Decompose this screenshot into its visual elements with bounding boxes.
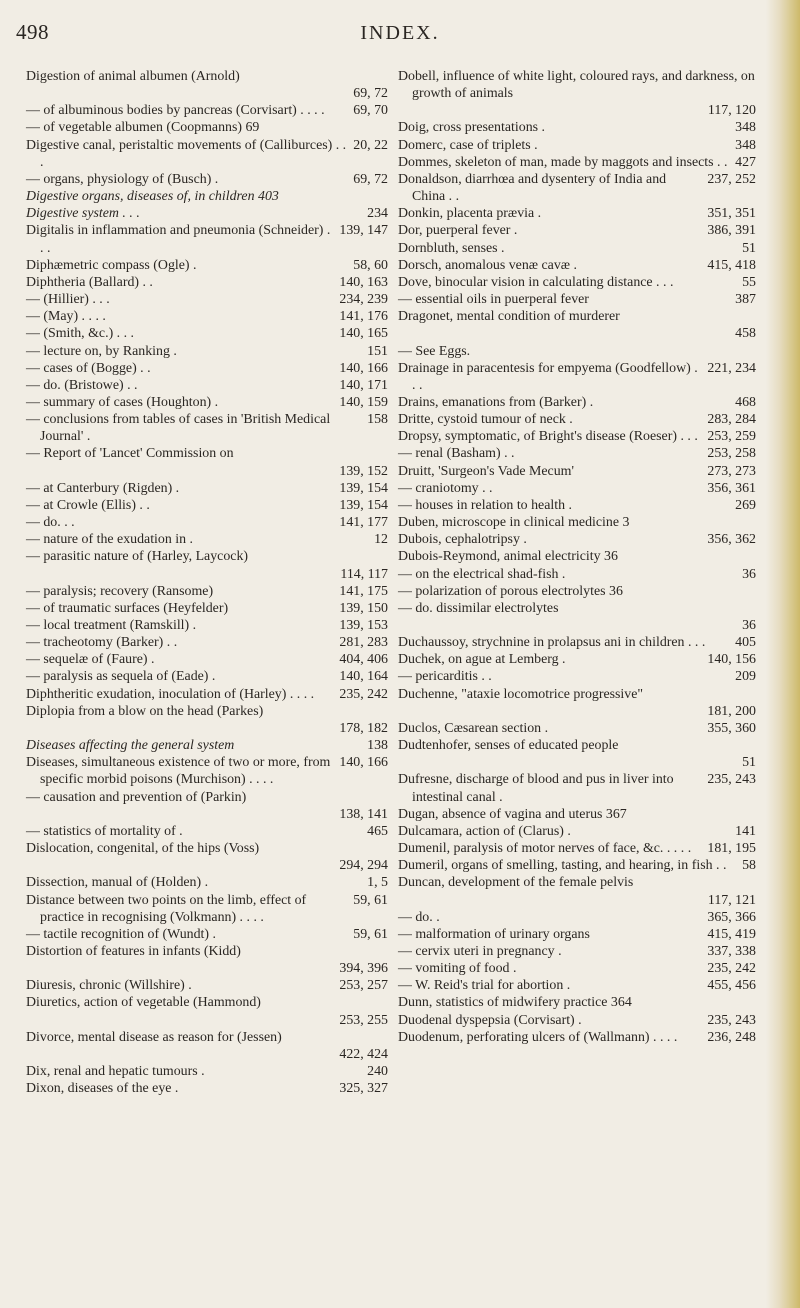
index-entry (26, 119, 388, 136)
entry-text: — do. . . (26, 515, 75, 531)
entry-pages: 422, 424 (339, 1046, 388, 1062)
entry-text: Donaldson, diarrhœa and dysentery of India and China . . (398, 171, 667, 205)
entry-pages: 427 (735, 154, 756, 170)
entry-pages: 365, 366 (707, 909, 756, 925)
index-entry (398, 480, 756, 497)
index-entry (26, 823, 388, 840)
entry-pages: 141, 176 (339, 309, 388, 325)
entry-pages: 139, 153 (339, 618, 388, 633)
entry-text: Digestive organs, diseases of, in children 403 (26, 189, 279, 205)
entry-pages: 237, 252 (707, 171, 756, 187)
index-entry (398, 668, 756, 685)
entry-text: — nature of the exudation in . (26, 532, 194, 548)
index-entry (26, 789, 388, 806)
entry-pages: 55 (742, 274, 756, 290)
entry-text: Dulcamara, action of (Clarus) . (398, 823, 571, 839)
entry-pages: 405 (735, 635, 756, 651)
entry-text: Diuretics, action of vegetable (Hammond) (26, 995, 261, 1011)
index-entry (398, 1029, 756, 1046)
index-entry (398, 703, 756, 720)
entry-pages: 140, 171 (339, 377, 388, 393)
index-entry (26, 1012, 388, 1029)
index-entry (398, 857, 756, 874)
entry-pages: 59, 61 (353, 926, 388, 942)
index-entry (398, 892, 756, 909)
index-entry (26, 1046, 388, 1063)
entry-pages: 356, 361 (707, 480, 756, 496)
entry-pages: 348 (735, 120, 756, 136)
entry-text: Dommes, skeleton of man, made by maggots and insects . . (398, 154, 728, 170)
entry-pages: 36 (742, 566, 756, 582)
entry-text: Divorce, mental disease as reason for (Jessen) (26, 1029, 282, 1045)
entry-text: Dornbluth, senses . (398, 240, 505, 256)
index-column-right (398, 68, 756, 1046)
index-entry (398, 926, 756, 943)
index-entry (398, 720, 756, 737)
entry-text: — See Eggs. (398, 343, 471, 359)
entry-pages: 58 (742, 858, 756, 874)
entry-text: Dubois, cephalotripsy . (398, 532, 527, 548)
entry-pages: 351, 351 (707, 206, 756, 222)
index-entry (398, 222, 756, 239)
entry-text: Duclos, Cæsarean section . (398, 720, 549, 736)
entry-text: Dumenil, paralysis of motor nerves of face, &c. . . . . (398, 841, 692, 857)
entry-text: — do. dissimilar electrolytes (398, 600, 559, 616)
entry-pages: 253, 257 (339, 978, 388, 994)
entry-text: — pericarditis . . (398, 669, 492, 685)
index-entry (398, 531, 756, 548)
entry-pages: 355, 360 (707, 720, 756, 736)
entry-text: — tactile recognition of (Wundt) . (26, 926, 216, 942)
entry-pages: 140, 166 (339, 755, 388, 771)
entry-pages: 209 (735, 669, 756, 685)
entry-pages: 141 (735, 823, 756, 839)
index-entry (398, 806, 756, 823)
entry-text: Dorsch, anomalous venæ cavæ . (398, 257, 577, 273)
entry-pages: 281, 283 (339, 635, 388, 651)
entry-text: — sequelæ of (Faure) . (26, 652, 155, 668)
entry-text: — paralysis; recovery (Ransome) (26, 583, 214, 599)
index-entry (26, 617, 388, 634)
index-entry (26, 68, 388, 85)
index-entry (26, 85, 388, 102)
index-entry (26, 188, 388, 205)
entry-text: Doig, cross presentations . (398, 120, 545, 136)
entry-pages: 141, 175 (339, 583, 388, 599)
index-entry (398, 325, 756, 342)
entry-pages: 356, 362 (707, 532, 756, 548)
index-entry (398, 68, 756, 102)
entry-pages: 234 (367, 206, 388, 222)
entry-pages: 178, 182 (339, 720, 388, 736)
entry-pages: 386, 391 (707, 223, 756, 239)
entry-pages: 138, 141 (339, 806, 388, 822)
index-entry (26, 840, 388, 857)
entry-pages: 387 (735, 292, 756, 308)
entry-pages: 69, 72 (353, 86, 388, 102)
entry-text: Dragonet, mental condition of murderer (398, 309, 620, 325)
entry-text: — local treatment (Ramskill) . (26, 618, 197, 633)
index-entry (26, 994, 388, 1011)
entry-text: — conclusions from tables of cases in 'British Medical Journal' . (26, 412, 331, 445)
index-entry (26, 1063, 388, 1080)
entry-text: — polarization of porous electrolytes 36 (398, 583, 623, 599)
entry-pages: 404, 406 (339, 652, 388, 668)
entry-pages: 181, 195 (707, 841, 756, 857)
entry-pages: 139, 147 (339, 223, 388, 239)
index-entry (26, 583, 388, 600)
entry-pages: 253, 258 (707, 446, 756, 462)
entry-pages: 138 (367, 738, 388, 754)
entry-pages: 140, 159 (339, 394, 388, 410)
index-entry (398, 943, 756, 960)
entry-pages: 455, 456 (707, 978, 756, 994)
index-entry (398, 651, 756, 668)
index-entry (26, 102, 388, 119)
entry-pages: 69, 70 (353, 103, 388, 119)
entry-text: Dor, puerperal fever . (398, 223, 518, 239)
index-entry (398, 308, 756, 325)
index-entry (398, 291, 756, 308)
index-entry (398, 737, 756, 754)
entry-text: Diuresis, chronic (Willshire) . (26, 978, 192, 994)
index-entry (26, 480, 388, 497)
index-entry (26, 857, 388, 874)
entry-text: Digitalis in inflammation and pneumonia (Schneider) . . . (26, 223, 331, 256)
index-entry (26, 360, 388, 377)
index-entry (26, 1029, 388, 1046)
entry-pages: 1, 5 (367, 875, 388, 891)
entry-pages: 58, 60 (353, 257, 388, 273)
entry-text: Donkin, placenta prævia . (398, 206, 542, 222)
index-entry (398, 497, 756, 514)
index-entry (398, 137, 756, 154)
index-entry (26, 222, 388, 256)
index-entry (398, 548, 756, 565)
entry-text: — cervix uteri in pregnancy . (398, 943, 562, 959)
entry-text: Digestion of animal albumen (Arnold) (26, 69, 240, 84)
entry-pages: 394, 396 (339, 961, 388, 977)
entry-pages: 141, 177 (339, 515, 388, 531)
index-entry (398, 257, 756, 274)
index-entry (26, 411, 388, 445)
index-entry (398, 994, 756, 1011)
index-entry (398, 411, 756, 428)
index-entry (26, 874, 388, 891)
entry-pages: 253, 259 (707, 429, 756, 445)
entry-pages: 51 (742, 755, 756, 771)
index-entry (398, 960, 756, 977)
index-entry (26, 548, 388, 565)
entry-text: Dixon, diseases of the eye . (26, 1081, 179, 1097)
entry-text: Duchek, on ague at Lemberg . (398, 652, 566, 668)
entry-pages: 139, 150 (339, 600, 388, 616)
index-column-left (26, 68, 388, 1097)
entry-pages: 240 (367, 1064, 388, 1080)
index-entry (398, 771, 756, 805)
entry-text: Digestive canal, peristaltic movements of (Calliburces) . . . (26, 137, 347, 170)
index-entry (26, 806, 388, 823)
entry-text: Dove, binocular vision in calculating distance . . . (398, 274, 674, 290)
entry-text: — summary of cases (Houghton) . (26, 394, 219, 410)
entry-text: — paralysis as sequela of (Eade) . (26, 669, 216, 685)
index-entry (398, 445, 756, 462)
entry-text: — tracheotomy (Barker) . . (26, 635, 178, 651)
index-entry (26, 497, 388, 514)
entry-text: Dislocation, congenital, of the hips (Voss) (26, 841, 260, 857)
entry-text: Diphtheritic exudation, inoculation of (Harley) . . . . (26, 686, 315, 702)
entry-text: — (May) . . . . (26, 309, 106, 325)
entry-text: — renal (Basham) . . (398, 446, 515, 462)
page-number: 498 (16, 20, 49, 44)
index-entry (398, 566, 756, 583)
entry-text: — organs, physiology of (Busch) . (26, 171, 219, 187)
index-entry (398, 600, 756, 617)
index-entry (26, 394, 388, 411)
entry-pages: 269 (735, 497, 756, 513)
entry-pages: 235, 242 (339, 686, 388, 702)
entry-text: — craniotomy . . (398, 480, 493, 496)
entry-text: Dufresne, discharge of blood and pus in liver into intestinal canal . (398, 772, 674, 805)
entry-text: — houses in relation to health . (398, 497, 572, 513)
entry-text: — do. . (398, 909, 440, 925)
entry-text: Dropsy, symptomatic, of Bright's disease (Roeser) . . . (398, 429, 698, 445)
index-entry (398, 977, 756, 994)
index-entry (26, 137, 388, 171)
entry-pages: 235, 242 (707, 961, 756, 977)
entry-text: — parasitic nature of (Harley, Laycock) (26, 549, 249, 565)
index-entry (398, 102, 756, 119)
index-entry (26, 651, 388, 668)
index-entry (398, 874, 756, 891)
entry-pages: 151 (367, 343, 388, 359)
entry-pages: 140, 166 (339, 360, 388, 376)
entry-text: Diseases, simultaneous existence of two or more, from specific morbid poisons (Murchison) . . . . (26, 755, 331, 788)
entry-text: — of traumatic surfaces (Heyfelder) (26, 600, 229, 616)
entry-pages: 221, 234 (707, 360, 756, 376)
index-entry (26, 943, 388, 960)
index-entry (398, 274, 756, 291)
index-entry (398, 463, 756, 480)
index-entry (398, 1012, 756, 1029)
entry-text: — (Hillier) . . . (26, 292, 110, 308)
index-entry (398, 617, 756, 634)
entry-text: Dunn, statistics of midwifery practice 364 (398, 995, 632, 1011)
entry-text: Drains, emanations from (Barker) . (398, 394, 594, 410)
index-entry (398, 634, 756, 651)
entry-pages: 348 (735, 137, 756, 153)
entry-pages: 59, 61 (353, 892, 388, 908)
entry-pages: 283, 284 (707, 412, 756, 428)
entry-text: — Report of 'Lancet' Commission on (26, 446, 234, 462)
index-entry (26, 308, 388, 325)
index-entry (398, 154, 756, 171)
index-entry (26, 703, 388, 720)
index-entry (26, 686, 388, 703)
index-entry (26, 566, 388, 583)
entry-text: Diphtheria (Ballard) . . (26, 274, 153, 290)
index-entry (26, 720, 388, 737)
entry-pages: 69, 72 (353, 171, 388, 187)
index-entry (398, 909, 756, 926)
entry-pages: 458 (735, 326, 756, 342)
index-entry (398, 394, 756, 411)
index-entry (398, 686, 756, 703)
index-entry (398, 823, 756, 840)
entry-text: — statistics of mortality of . (26, 823, 183, 839)
entry-pages: 51 (742, 240, 756, 256)
entry-pages: 325, 327 (339, 1081, 388, 1097)
index-entry (26, 531, 388, 548)
index-entry (26, 325, 388, 342)
entry-text: Duchenne, "ataxie locomotrice progressive" (398, 686, 644, 702)
index-entry (26, 977, 388, 994)
entry-pages: 139, 154 (339, 480, 388, 496)
entry-text: — on the electrical shad-fish . (398, 566, 566, 582)
index-entry (398, 343, 756, 360)
index-entry (26, 343, 388, 360)
index-entry (26, 205, 388, 222)
entry-pages: 117, 120 (707, 103, 756, 119)
entry-pages: 253, 255 (339, 1012, 388, 1028)
entry-text: Drainage in paracentesis for empyema (Goodfellow) . . . (398, 360, 698, 393)
index-entry (398, 754, 756, 771)
entry-text: — W. Reid's trial for abortion . (398, 978, 571, 994)
index-entry (26, 445, 388, 462)
entry-pages: 140, 165 (339, 326, 388, 342)
entry-text: Dritte, cystoid tumour of neck . (398, 412, 573, 428)
page-title: INDEX. (360, 22, 440, 44)
index-entry (398, 840, 756, 857)
entry-text: — of vegetable albumen (Coopmanns) 69 (26, 120, 260, 136)
index-entry (26, 600, 388, 617)
entry-pages: 140, 156 (707, 652, 756, 668)
entry-text: Dobell, influence of white light, coloured rays, and darkness, on growth of animals (398, 69, 755, 102)
entry-pages: 158 (367, 412, 388, 428)
entry-text: — causation and prevention of (Parkin) (26, 789, 247, 805)
entry-text: — do. (Bristowe) . . (26, 377, 138, 393)
entry-pages: 294, 294 (339, 858, 388, 874)
entry-text: Duben, microscope in clinical medicine 3 (398, 515, 630, 531)
entry-text: Distance between two points on the limb, effect of practice in recognising (Volkmann) . . . . (26, 892, 307, 925)
entry-pages: 114, 117 (340, 566, 388, 582)
index-entry (26, 754, 388, 788)
index-entry (26, 926, 388, 943)
entry-text: Domerc, case of triplets . (398, 137, 538, 153)
index-entry (26, 274, 388, 291)
index-entry (26, 1080, 388, 1097)
entry-text: Duodenal dyspepsia (Corvisart) . (398, 1012, 582, 1028)
entry-pages: 181, 200 (707, 703, 756, 719)
entry-text: Duchaussoy, strychnine in prolapsus ani in children . . . (398, 635, 706, 651)
entry-text: — (Smith, &c.) . . . (26, 326, 135, 342)
index-entry (26, 668, 388, 685)
entry-text: Duodenum, perforating ulcers of (Wallmann) . . . . (398, 1029, 678, 1045)
index-entry (26, 257, 388, 274)
entry-text: — vomiting of food . (398, 961, 517, 977)
index-entry (26, 171, 388, 188)
entry-pages: 20, 22 (353, 137, 388, 153)
entry-pages: 234, 239 (339, 292, 388, 308)
entry-pages: 465 (367, 823, 388, 839)
index-entry (398, 240, 756, 257)
index-entry (398, 360, 756, 394)
entry-pages: 139, 154 (339, 497, 388, 513)
index-entry (26, 291, 388, 308)
entry-text: Dissection, manual of (Holden) . (26, 875, 209, 891)
index-entry (398, 119, 756, 136)
entry-pages: 140, 163 (339, 274, 388, 290)
entry-text: Dumeril, organs of smelling, tasting, and hearing, in fish . . (398, 858, 727, 874)
index-entry (26, 892, 388, 926)
index-entry (26, 514, 388, 531)
entry-pages: 36 (742, 618, 756, 633)
index-entry (398, 171, 756, 205)
entry-text: — malformation of urinary organs (398, 926, 590, 942)
entry-text: Diseases affecting the general system (26, 738, 235, 754)
entry-pages: 236, 248 (707, 1029, 756, 1045)
index-entry (26, 634, 388, 651)
index-entry (398, 514, 756, 531)
entry-pages: 235, 243 (707, 772, 756, 788)
entry-text: — essential oils in puerperal fever (398, 292, 589, 308)
entry-pages: 337, 338 (707, 943, 756, 959)
index-entry (398, 428, 756, 445)
entry-text: Diplopia from a blow on the head (Parkes) (26, 703, 264, 719)
entry-text: — at Canterbury (Rigden) . (26, 480, 180, 496)
entry-text: Duncan, development of the female pelvis (398, 875, 634, 891)
entry-text: Dubois-Reymond, animal electricity 36 (398, 549, 618, 565)
entry-pages: 139, 152 (339, 463, 388, 479)
page-edge (766, 0, 800, 1308)
entry-pages: 415, 419 (707, 926, 756, 942)
entry-text: Dudtenhofer, senses of educated people (398, 738, 619, 754)
index-entry (398, 205, 756, 222)
entry-text: Dugan, absence of vagina and uterus 367 (398, 806, 627, 822)
entry-text: — of albuminous bodies by pancreas (Corvisart) . . . . (26, 103, 325, 119)
entry-pages: 468 (735, 394, 756, 410)
index-entry (26, 463, 388, 480)
entry-text: Druitt, 'Surgeon's Vade Mecum' (398, 463, 574, 479)
index-entry (26, 377, 388, 394)
entry-text: Dix, renal and hepatic tumours . (26, 1064, 205, 1080)
entry-pages: 12 (374, 532, 388, 548)
entry-text: Digestive system . . . (26, 206, 140, 222)
index-entry (26, 737, 388, 754)
entry-text: — at Crowle (Ellis) . . (26, 497, 150, 513)
entry-pages: 235, 243 (707, 1012, 756, 1028)
entry-text: Diphæmetric compass (Ogle) . (26, 257, 197, 273)
entry-pages: 273, 273 (707, 463, 756, 479)
entry-pages: 415, 418 (707, 257, 756, 273)
index-entry (398, 583, 756, 600)
index-entry (26, 960, 388, 977)
entry-pages: 140, 164 (339, 669, 388, 685)
entry-text: Distortion of features in infants (Kidd) (26, 943, 241, 959)
entry-pages: 117, 121 (707, 892, 756, 908)
entry-text: — cases of (Bogge) . . (26, 360, 151, 376)
entry-text: — lecture on, by Ranking . (26, 343, 177, 359)
